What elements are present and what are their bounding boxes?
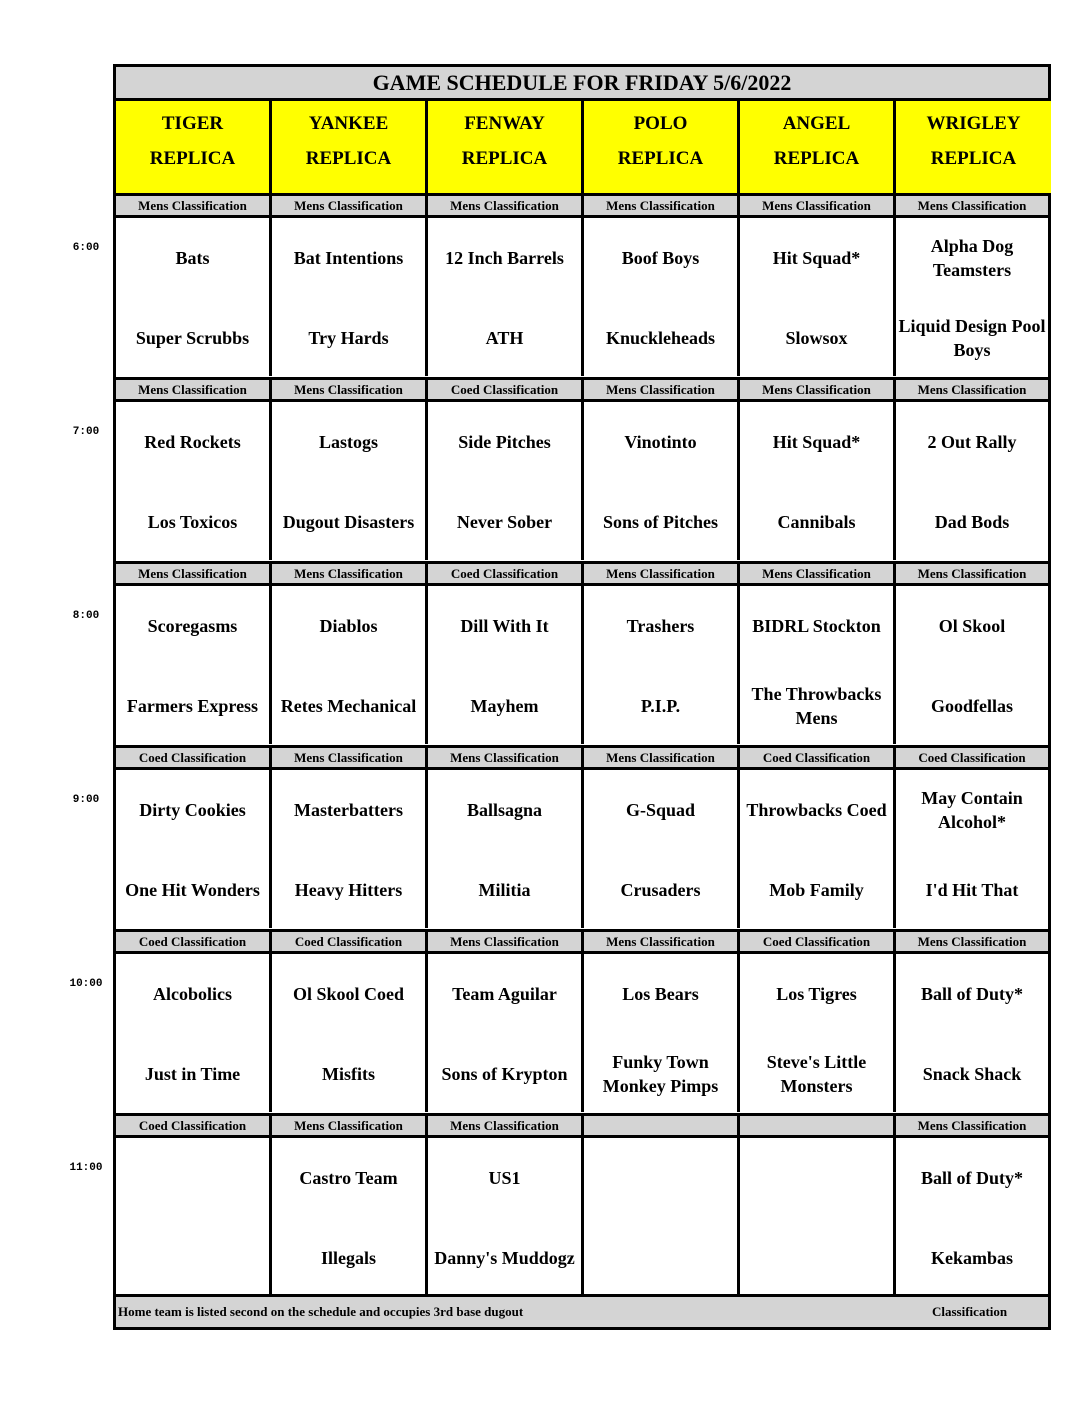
classification-label: Mens Classification: [896, 929, 1048, 951]
game-cell: [428, 1135, 584, 1296]
away-team: Ballsagna: [466, 800, 543, 820]
away-team: Masterbatters: [294, 800, 403, 820]
home-team: Snack Shack: [922, 1064, 1022, 1084]
away-team: Ball of Duty*: [920, 984, 1023, 1004]
game-cell: [272, 767, 428, 928]
away-team: Red Rockets: [144, 432, 241, 452]
game-cell: [740, 399, 896, 560]
home-team: Mob Family: [769, 880, 864, 900]
classification-label: Mens Classification: [272, 193, 428, 215]
game-cell: [272, 399, 428, 560]
time-label: 9:00: [72, 794, 100, 806]
home-team: Los Toxicos: [147, 512, 238, 532]
field-name: TIGER: [161, 113, 224, 134]
field-header-yankee: [272, 101, 428, 193]
home-team: Dad Bods: [934, 512, 1010, 532]
classification-label: [740, 1113, 896, 1135]
field-sub: REPLICA: [617, 148, 704, 169]
game-cell: [116, 767, 272, 928]
away-team: Ball of Duty*: [920, 1168, 1023, 1188]
home-team: Farmers Express: [126, 696, 259, 716]
time-label: 10:00: [69, 978, 103, 990]
classification-label: [584, 1113, 740, 1135]
home-team: ATH: [485, 328, 524, 348]
classification-label: Coed Classification: [740, 929, 896, 951]
game-cell: [896, 1135, 1048, 1296]
away-team: BIDRL Stockton: [752, 616, 881, 636]
home-team: The Throwbacks Mens: [751, 684, 882, 728]
classification-label: Mens Classification: [740, 561, 896, 583]
classification-label: Coed Classification: [116, 745, 272, 767]
classification-label: Mens Classification: [272, 377, 428, 399]
game-cell: [116, 1135, 272, 1296]
home-team: Try Hards: [308, 328, 389, 348]
away-team: [584, 1150, 737, 1206]
game-cell: [896, 583, 1048, 744]
field-header-angel: [740, 101, 896, 193]
game-cell: [584, 583, 740, 744]
home-team: Super Scrubbs: [135, 328, 250, 348]
home-team: Sons of Pitches: [602, 512, 718, 532]
away-team: Hit Squad*: [772, 248, 861, 268]
game-cell: [584, 1135, 740, 1296]
classification-label: Coed Classification: [116, 1113, 272, 1135]
schedule-sheet: [113, 64, 1051, 1330]
field-header-polo: [584, 101, 740, 193]
home-team: [740, 1230, 893, 1286]
game-cell: [740, 1135, 896, 1296]
game-cell: [584, 951, 740, 1112]
away-team: Team Aguilar: [452, 984, 557, 1004]
classification-label: Mens Classification: [272, 561, 428, 583]
away-team: Alcobolics: [153, 984, 232, 1004]
home-team: Slowsox: [785, 328, 848, 348]
game-cell: [740, 767, 896, 928]
game-cell: [896, 767, 1048, 928]
away-team: Dirty Cookies: [139, 800, 246, 820]
time-label: 11:00: [69, 1162, 103, 1174]
away-team: [116, 1150, 269, 1206]
game-cell: [116, 399, 272, 560]
away-team: May Contain Alcohol*: [921, 788, 1023, 832]
game-cell: [272, 951, 428, 1112]
home-team: Heavy Hitters: [294, 880, 403, 900]
game-cell: [896, 215, 1048, 376]
classification-label: Mens Classification: [896, 561, 1048, 583]
away-team: G-Squad: [625, 800, 696, 820]
game-cell: [584, 399, 740, 560]
home-team: Danny's Muddogz: [434, 1248, 575, 1268]
home-team: Retes Mechanical: [280, 696, 417, 716]
classification-label: Mens Classification: [740, 377, 896, 399]
home-team: P.I.P.: [640, 696, 681, 716]
home-team: One Hit Wonders: [125, 880, 260, 900]
game-cell: [740, 215, 896, 376]
classification-label: Mens Classification: [116, 377, 272, 399]
classification-label: Mens Classification: [896, 193, 1048, 215]
home-team: Steve's Little Monsters: [766, 1052, 867, 1096]
field-name: FENWAY: [464, 113, 545, 134]
classification-label: Coed Classification: [896, 745, 1048, 767]
away-team: Alpha Dog Teamsters: [930, 236, 1014, 280]
away-team: Ol Skool: [938, 616, 1006, 636]
home-team: [584, 1230, 737, 1286]
away-team: [740, 1150, 893, 1206]
field-header-fenway: [428, 101, 584, 193]
classification-label: Mens Classification: [116, 561, 272, 583]
home-team: Funky Town Monkey Pimps: [602, 1052, 719, 1096]
away-team: Diablos: [319, 616, 378, 636]
field-name: WRIGLEY: [926, 113, 1021, 134]
game-cell: [428, 767, 584, 928]
game-cell: [116, 951, 272, 1112]
classification-label: Mens Classification: [584, 929, 740, 951]
field-sub: REPLICA: [149, 148, 236, 169]
away-team: Ol Skool Coed: [292, 984, 405, 1004]
game-cell: [896, 951, 1048, 1112]
classification-label: Mens Classification: [116, 193, 272, 215]
schedule-title: GAME SCHEDULE FOR FRIDAY 5/6/2022: [116, 67, 1048, 101]
away-team: Hit Squad*: [772, 432, 861, 452]
classification-label: Coed Classification: [428, 561, 584, 583]
away-team: Lastogs: [318, 432, 378, 452]
field-sub: REPLICA: [930, 148, 1017, 169]
footer-note: Home team is listed second on the schedule and occupies 3rd base dugout: [118, 1304, 524, 1319]
classification-label: Mens Classification: [584, 193, 740, 215]
classification-label: Coed Classification: [116, 929, 272, 951]
game-cell: [116, 215, 272, 376]
away-team: Vinotinto: [624, 432, 697, 452]
classification-label: Mens Classification: [428, 193, 584, 215]
field-name: POLO: [633, 113, 688, 134]
home-team: Misfits: [322, 1064, 375, 1084]
home-team: Knuckleheads: [605, 328, 716, 348]
classification-label: Mens Classification: [584, 377, 740, 399]
classification-label: Mens Classification: [272, 745, 428, 767]
away-team: Side Pitches: [458, 432, 551, 452]
away-team: Dill With It: [460, 616, 549, 636]
footer-classification: Classification: [932, 1304, 1008, 1319]
game-cell: [740, 951, 896, 1112]
away-team: Bats: [175, 248, 210, 268]
classification-label: Mens Classification: [272, 1113, 428, 1135]
game-cell: [116, 583, 272, 744]
home-team: Militia: [478, 880, 531, 900]
classification-label: Mens Classification: [428, 1113, 584, 1135]
classification-label: Coed Classification: [740, 745, 896, 767]
game-cell: [428, 399, 584, 560]
home-team: Cannibals: [777, 512, 856, 532]
home-team: Crusaders: [620, 880, 701, 900]
field-sub: REPLICA: [773, 148, 860, 169]
home-team: I'd Hit That: [925, 880, 1019, 900]
away-team: Throwbacks Coed: [746, 800, 887, 820]
home-team: Sons of Krypton: [441, 1064, 568, 1084]
classification-label: Mens Classification: [584, 745, 740, 767]
home-team: Goodfellas: [930, 696, 1013, 716]
time-label: 8:00: [72, 610, 100, 622]
home-team: Illegals: [320, 1248, 376, 1268]
game-cell: [272, 215, 428, 376]
away-team: Los Tigres: [776, 984, 857, 1004]
away-team: Bat Intentions: [293, 248, 404, 268]
time-label: 7:00: [72, 426, 100, 438]
home-team: [116, 1230, 269, 1286]
field-header-tiger: [116, 101, 272, 193]
time-label: 6:00: [72, 242, 100, 254]
home-team: Dugout Disasters: [282, 512, 415, 532]
away-team: 12 Inch Barrels: [445, 248, 564, 268]
classification-label: Coed Classification: [428, 377, 584, 399]
game-cell: [740, 583, 896, 744]
away-team: Boof Boys: [621, 248, 700, 268]
game-cell: [272, 1135, 428, 1296]
home-team: Kekambas: [930, 1248, 1013, 1268]
game-cell: [428, 951, 584, 1112]
classification-label: Mens Classification: [428, 929, 584, 951]
game-cell: [428, 583, 584, 744]
field-sub: REPLICA: [305, 148, 392, 169]
away-team: Los Bears: [622, 984, 699, 1004]
home-team: Mayhem: [470, 696, 539, 716]
classification-label: Mens Classification: [896, 1113, 1048, 1135]
classification-label: Mens Classification: [584, 561, 740, 583]
game-cell: [584, 767, 740, 928]
game-cell: [584, 215, 740, 376]
classification-label: Mens Classification: [428, 745, 584, 767]
away-team: Scoregasms: [147, 616, 238, 636]
field-header-wrigley: [896, 101, 1051, 193]
away-team: Castro Team: [299, 1168, 398, 1188]
game-cell: [896, 399, 1048, 560]
away-team: Trashers: [626, 616, 695, 636]
footer-bar: [116, 1294, 1048, 1327]
field-name: YANKEE: [308, 113, 389, 134]
away-team: US1: [488, 1168, 521, 1188]
classification-label: Mens Classification: [896, 377, 1048, 399]
away-team: 2 Out Rally: [927, 432, 1017, 452]
field-name: ANGEL: [782, 113, 851, 134]
field-sub: REPLICA: [461, 148, 548, 169]
game-cell: [272, 583, 428, 744]
home-team: Liquid Design Pool Boys: [898, 316, 1046, 360]
classification-label: Coed Classification: [272, 929, 428, 951]
game-cell: [428, 215, 584, 376]
home-team: Never Sober: [456, 512, 553, 532]
classification-label: Mens Classification: [740, 193, 896, 215]
home-team: Just in Time: [144, 1064, 241, 1084]
